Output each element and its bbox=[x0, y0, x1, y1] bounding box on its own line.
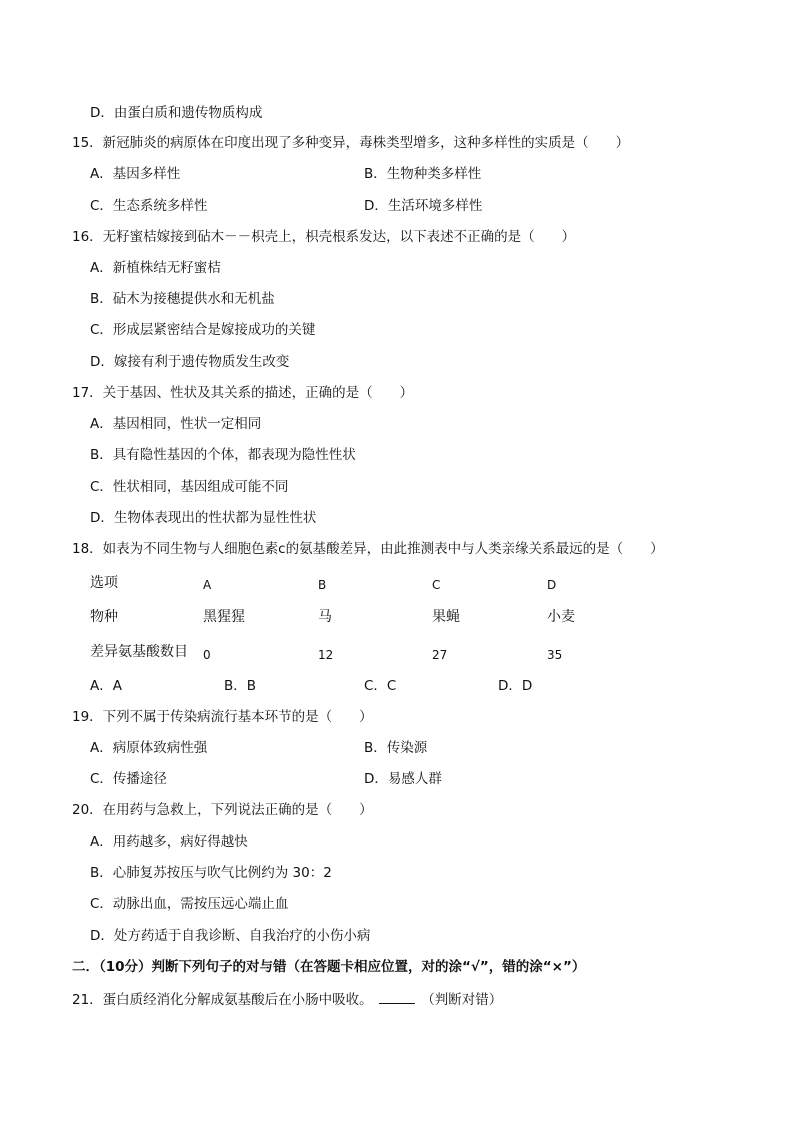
table-header-cell: D bbox=[547, 578, 557, 592]
question-15-option-d: D．生活环境多样性 bbox=[364, 198, 483, 214]
question-16-option-b: B．砧木为接穗提供水和无机盐 bbox=[90, 291, 275, 307]
question-15-option-a: A．基因多样性 bbox=[90, 166, 181, 182]
question-20-option-b: B．心肺复苏按压与吹气比例约为 30：2 bbox=[90, 865, 332, 881]
question-20-option-a: A．用药越多，病好得越快 bbox=[90, 834, 248, 850]
question-19-option-a: A．病原体致病性强 bbox=[90, 740, 208, 756]
table-header-cell: C bbox=[432, 578, 441, 592]
table-count-cell: 差异氨基酸数目 bbox=[90, 644, 188, 660]
question-16-stem: 16．无籽蜜桔嫁接到砧木－－枳壳上，枳壳根系发达，以下表述不正确的是（ ） bbox=[72, 229, 576, 245]
question-14-option-d: D．由蛋白质和遗传物质构成 bbox=[90, 105, 263, 121]
table-species-cell: 果蝇 bbox=[432, 609, 460, 625]
question-19-option-b: B．传染源 bbox=[364, 740, 428, 756]
question-18-option-b: B．B bbox=[224, 678, 257, 694]
question-19-option-d: D．易感人群 bbox=[364, 771, 442, 787]
table-species-cell: 黑猩猩 bbox=[203, 609, 245, 625]
table-species-cell: 物种 bbox=[90, 609, 118, 625]
question-20-stem: 20．在用药与急救上，下列说法正确的是（ ） bbox=[72, 802, 373, 818]
table-header-cell: B bbox=[318, 578, 327, 592]
table-count-cell: 0 bbox=[203, 648, 211, 662]
table-count-cell: 12 bbox=[318, 648, 334, 662]
table-header-cell: 选项 bbox=[90, 575, 118, 591]
question-17-option-a: A．基因相同，性状一定相同 bbox=[90, 416, 262, 432]
question-19-stem: 19．下列不属于传染病流行基本环节的是（ ） bbox=[72, 709, 373, 725]
table-count-cell: 27 bbox=[432, 648, 448, 662]
question-15-option-c: C．生态系统多样性 bbox=[90, 198, 208, 214]
question-21-suffix: （判断对错） bbox=[421, 992, 503, 1008]
table-species-cell: 小麦 bbox=[547, 609, 575, 625]
question-16-option-d: D．嫁接有利于遗传物质发生改变 bbox=[90, 354, 290, 370]
question-16-option-a: A．新植株结无籽蜜桔 bbox=[90, 260, 221, 276]
question-18-stem: 18．如表为不同生物与人细胞色素c的氨基酸差异，由此推测表中与人类亲缘关系最远的是（ ） bbox=[72, 541, 664, 557]
question-17-option-d: D．生物体表现出的性状都为显性性状 bbox=[90, 510, 317, 526]
section-2-heading: 二．（10分）判断下列句子的对与错（在答题卡相应位置，对的涂“√”，错的涂“×”） bbox=[72, 959, 586, 975]
question-21 bbox=[72, 989, 502, 1010]
question-18-option-c: C．C bbox=[364, 678, 397, 694]
question-19-option-c: C．传播途径 bbox=[90, 771, 167, 787]
table-header-cell: A bbox=[203, 578, 212, 592]
question-15-option-b: B．生物种类多样性 bbox=[364, 166, 482, 182]
question-18-option-d: D．D bbox=[498, 678, 533, 694]
question-15-stem: 15．新冠肺炎的病原体在印度出现了多种变异，毒株类型增多，这种多样性的实质是（ ） bbox=[72, 135, 630, 151]
question-21-stem: 21．蛋白质经消化分解成氨基酸后在小肠中吸收。 bbox=[72, 992, 373, 1008]
question-16-option-c: C．形成层紧密结合是嫁接成功的关键 bbox=[90, 322, 316, 338]
question-17-option-b: B．具有隐性基因的个体，都表现为隐性性状 bbox=[90, 447, 356, 463]
table-species-cell: 马 bbox=[318, 609, 332, 625]
question-18-option-a: A．A bbox=[90, 678, 122, 694]
answer-blank[interactable] bbox=[379, 989, 415, 1004]
question-20-option-c: C．动脉出血，需按压远心端止血 bbox=[90, 896, 289, 912]
table-count-cell: 35 bbox=[547, 648, 563, 662]
question-20-option-d: D．处方药适于自我诊断、自我治疗的小伤小病 bbox=[90, 928, 371, 944]
question-17-stem: 17．关于基因、性状及其关系的描述，正确的是（ ） bbox=[72, 385, 414, 401]
question-17-option-c: C．性状相同，基因组成可能不同 bbox=[90, 479, 289, 495]
